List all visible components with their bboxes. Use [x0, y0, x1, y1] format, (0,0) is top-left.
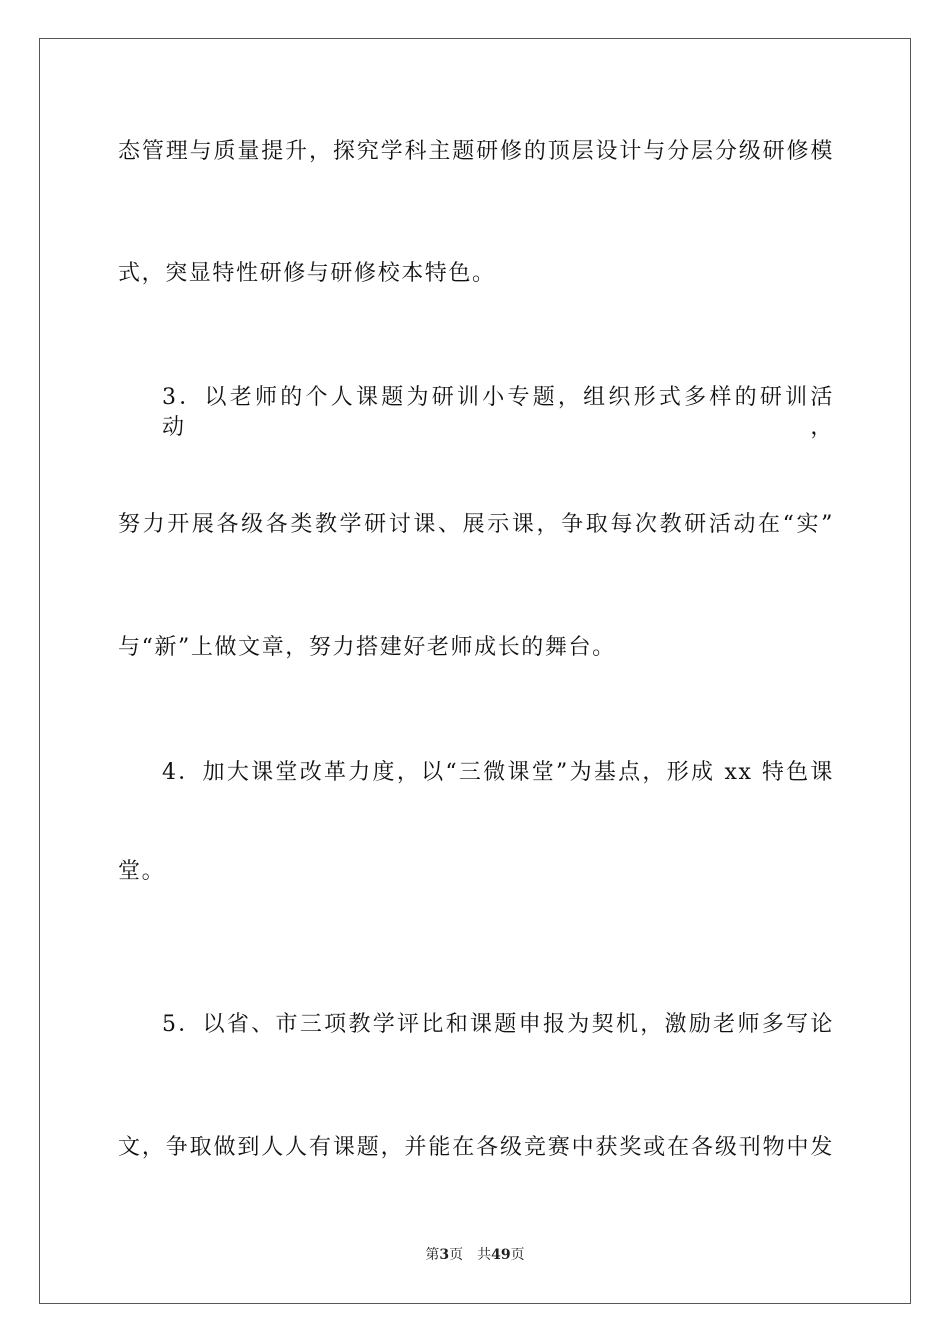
body-line-4: 努力开展各级各类教学研讨课、展示课，争取每次教研活动在“实” — [118, 512, 834, 537]
page-number: 3 — [439, 1247, 450, 1263]
body-line-5: 与“新”上做文章，努力搭建好老师成长的舞台。 — [118, 635, 616, 660]
body-line-8: 5．以省、市三项教学评比和课题申报为契机，激励老师多写论 — [162, 1012, 834, 1037]
body-line-7: 堂。 — [118, 859, 166, 884]
body-line-1: 态管理与质量提升，探究学科主题研修的顶层设计与分层分级研修模 — [118, 139, 834, 164]
total-prefix: 共 — [477, 1247, 492, 1263]
total-pages: 49 — [491, 1247, 511, 1263]
body-line-6: 4．加大课堂改革力度，以“三微课堂”为基点，形成 xx 特色课 — [162, 760, 834, 785]
page-footer — [0, 1246, 950, 1264]
page-suffix: 页 — [449, 1247, 464, 1263]
body-line-2: 式，突显特性研修与研修校本特色。 — [118, 261, 496, 286]
total-suffix: 页 — [510, 1247, 525, 1263]
body-line-3: 3．以老师的个人课题为研训小专题，组织形式多样的研训活动， — [162, 385, 834, 440]
body-line-9: 文，争取做到人人有课题，并能在各级竞赛中获奖或在各级刊物中发 — [118, 1135, 834, 1160]
page-border — [39, 38, 911, 1304]
page-prefix: 第 — [425, 1247, 440, 1263]
